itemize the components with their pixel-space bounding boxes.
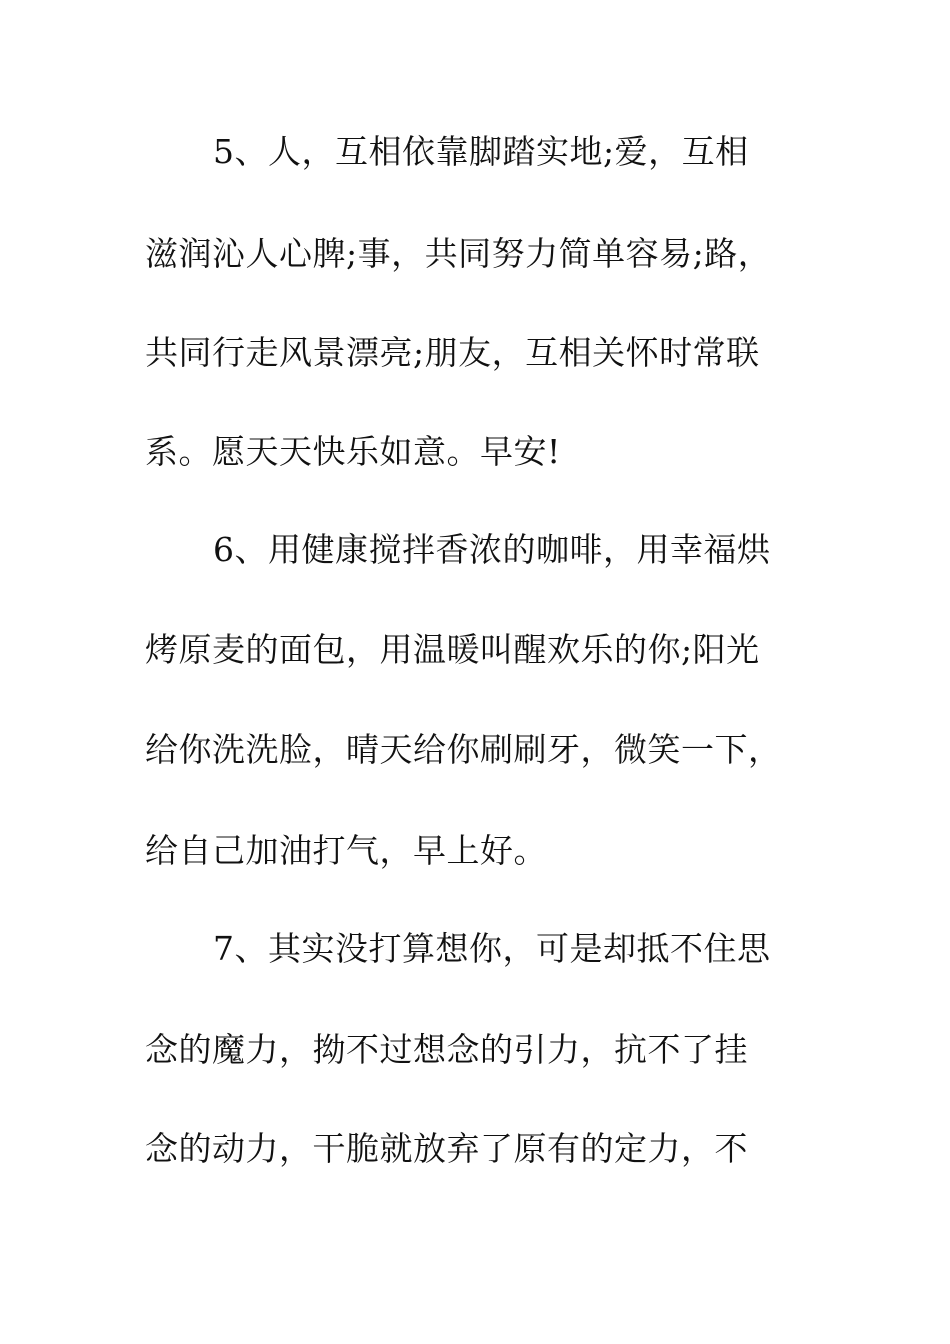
paragraph-6-line-1: 6、用健康搅拌香浓的咖啡，用幸福烘 [213,530,771,569]
paragraph-6-line-4: 给自己加油打气，早上好。 [145,831,547,870]
paragraph-5-line-1: 5、人，互相依靠脚踏实地;爱，互相 [213,132,749,171]
paragraph-5-line-2: 滋润沁人心脾;事，共同努力简单容易;路， [145,234,772,273]
paragraph-6-line-2: 烤原麦的面包，用温暖叫醒欢乐的你;阳光 [145,630,760,669]
paragraph-5-line-4: 系。愿天天快乐如意。早安! [145,432,561,471]
paragraph-7-line-2: 念的魔力，拗不过想念的引力，抗不了挂 [145,1030,748,1069]
paragraph-7-line-3: 念的动力，干脆就放弃了原有的定力，不 [145,1129,748,1168]
paragraph-6-line-3: 给你洗洗脸，晴天给你刷刷牙，微笑一下， [145,730,782,769]
paragraph-7-line-1: 7、其实没打算想你，可是却抵不住思 [213,929,771,968]
paragraph-5-line-3: 共同行走风景漂亮;朋友，互相关怀时常联 [145,333,760,372]
